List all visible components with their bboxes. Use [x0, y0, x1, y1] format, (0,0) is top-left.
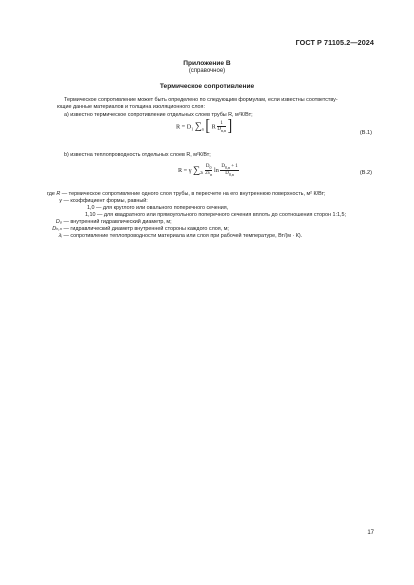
def-gamma-2: 1,10 — для квадратного или прямоугольного поперечного сечения вплоть до соотношения сторон 1:1,5;	[85, 212, 346, 218]
appendix-title: Приложение В	[183, 60, 231, 67]
eq1-frac-den: $D_{n,n}$	[217, 127, 226, 133]
def-dbn: Dₕ,ₙ — гидравлический диаметр внутренней стороны каждого слоя, м;	[52, 226, 229, 232]
eq2-ln: ln	[213, 166, 219, 174]
eq1-mult: R	[211, 123, 216, 131]
eq1-fraction	[217, 121, 226, 133]
def-gamma-1: 1,0 — для круглого или овального поперечного сечения,	[87, 205, 229, 211]
eq2-sum-sign: ∑	[193, 164, 201, 176]
def-r: где R — термическое сопротивление одного слоя трубы, в пересчете на его внутреннюю поверхность, м² К/Вт;	[47, 191, 326, 197]
eq2-lhs: R = γ	[178, 166, 192, 174]
page-number: 17	[367, 530, 374, 536]
eq1-number: (В.1)	[359, 130, 372, 136]
eq2-fraction-1: $\frac{D_0}{2\lambda_n}$	[205, 164, 213, 177]
eq2-sum-index: 2i	[200, 170, 204, 176]
item-a-text: a) известно термическое сопротивление отдельных слоев трубы R, м²К/Вт;	[64, 112, 253, 118]
eq1-frac-num: 1	[217, 121, 226, 127]
eq1-sum-sign: ∑	[194, 121, 202, 132]
equation-b1	[176, 117, 233, 136]
appendix-subtitle: (справочное)	[188, 68, 226, 74]
def-d0: D₀ — внутренний гидравлический диаметр, м;	[55, 219, 172, 225]
eq2-number: (В.2)	[359, 170, 372, 176]
eq1-sum-index: n	[201, 126, 204, 132]
def-lambda: λᵢ — сопротивление теплопроводности материала или слоя при рабочей температуре, Вт/(м · К).	[58, 233, 303, 239]
eq1-lhs-sub: 1	[191, 126, 194, 132]
item-b-text: b) известна теплопроводность отдельных слоев R, м²К/Вт;	[64, 152, 211, 158]
eq2-fraction-2: $\frac{D_{0,n} + 1}{D_{0,n}}$	[221, 164, 238, 177]
eq1-close-bracket: ]	[227, 117, 233, 136]
eq1-lhs: R = D	[176, 123, 192, 131]
def-gamma: γ — коэффициент формы, равный:	[59, 198, 148, 204]
standard-number: ГОСТ Р 71105.2—2024	[295, 38, 374, 47]
eq1-open-bracket: [	[205, 117, 211, 136]
intro-line-2: ющие данные материалов и толщина изоляционного слоя:	[57, 104, 205, 110]
section-heading: Термическое сопротивление	[159, 83, 255, 90]
intro-line-1: Термическое сопротивление может быть определено по следующим формулам, если известны соответству-	[64, 97, 338, 103]
equation-b2	[178, 164, 239, 177]
